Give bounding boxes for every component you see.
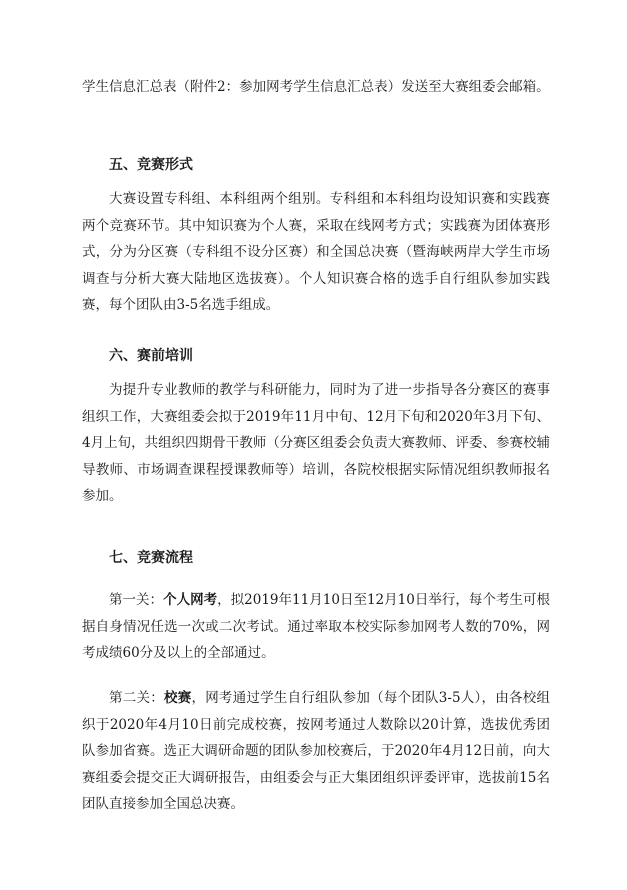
section-5-heading: 五、竞赛形式: [109, 157, 193, 173]
stage-2-body: ，网考通过学生自行组队参加（每个团队3-5人），由各校组织于2020年4月10日前完成校赛，按网考通过人数除以20计算，选拔优秀团队参加省赛。选正大调研命题的团队参加校赛后，于2020年4月12日前，向大赛组委会提交正大调研报告，由组委会与正大集团组织评委评审，选拔前15名团队直接参加全国总决赛。: [82, 690, 550, 812]
section-6-heading: 六、赛前培训: [109, 348, 193, 364]
section-5-body: 大赛设置专科组、本科组两个组别。专科组和本科组均设知识赛和实践赛两个竞赛环节。其中知识赛为个人赛，采取在线网考方式；实践赛为团体赛形式，分为分区赛（专科组不设分区赛）和全国总决赛（暨海峡两岸大学生市场调查与分析大赛大陆地区选拔赛）。个人知识赛合格的选手自行组队参加实践赛，每个团队由3-5名选手组成。: [82, 191, 550, 313]
stage-1-lead: 第一关：: [109, 592, 164, 608]
stage-1-body: ，拟2019年11月10日至12月10日举行，每个考生可根据自身情况任选一次或二次考试。通过率取本校实际参加网考人数的70%，网考成绩60分及以上的全部通过。: [82, 592, 550, 661]
stage-2-lead: 第二关：: [109, 690, 164, 706]
section-7-heading: 七、竞赛流程: [109, 550, 193, 566]
intro-paragraph: 学生信息汇总表（附件2：参加网考学生信息汇总表）发送至大赛组委会邮箱。: [82, 79, 550, 95]
stage-1-name: 个人网考: [163, 592, 218, 608]
stage-2-paragraph: [82, 685, 550, 818]
stage-2-name: 校赛: [163, 690, 192, 706]
section-6-body: 为提升专业教师的教学与科研能力，同时为了进一步指导各分赛区的赛事组织工作，大赛组委会拟于2019年11月中旬、12月下旬和2020年3月下旬、4月上旬，共组织四期骨干教师（分赛区组委会负责大赛教师、评委、参赛校辅导教师、市场调查课程授课教师等）培训，各院校根据实际情况组织教师报名参加。: [82, 382, 550, 504]
stage-1-paragraph: [82, 587, 550, 667]
